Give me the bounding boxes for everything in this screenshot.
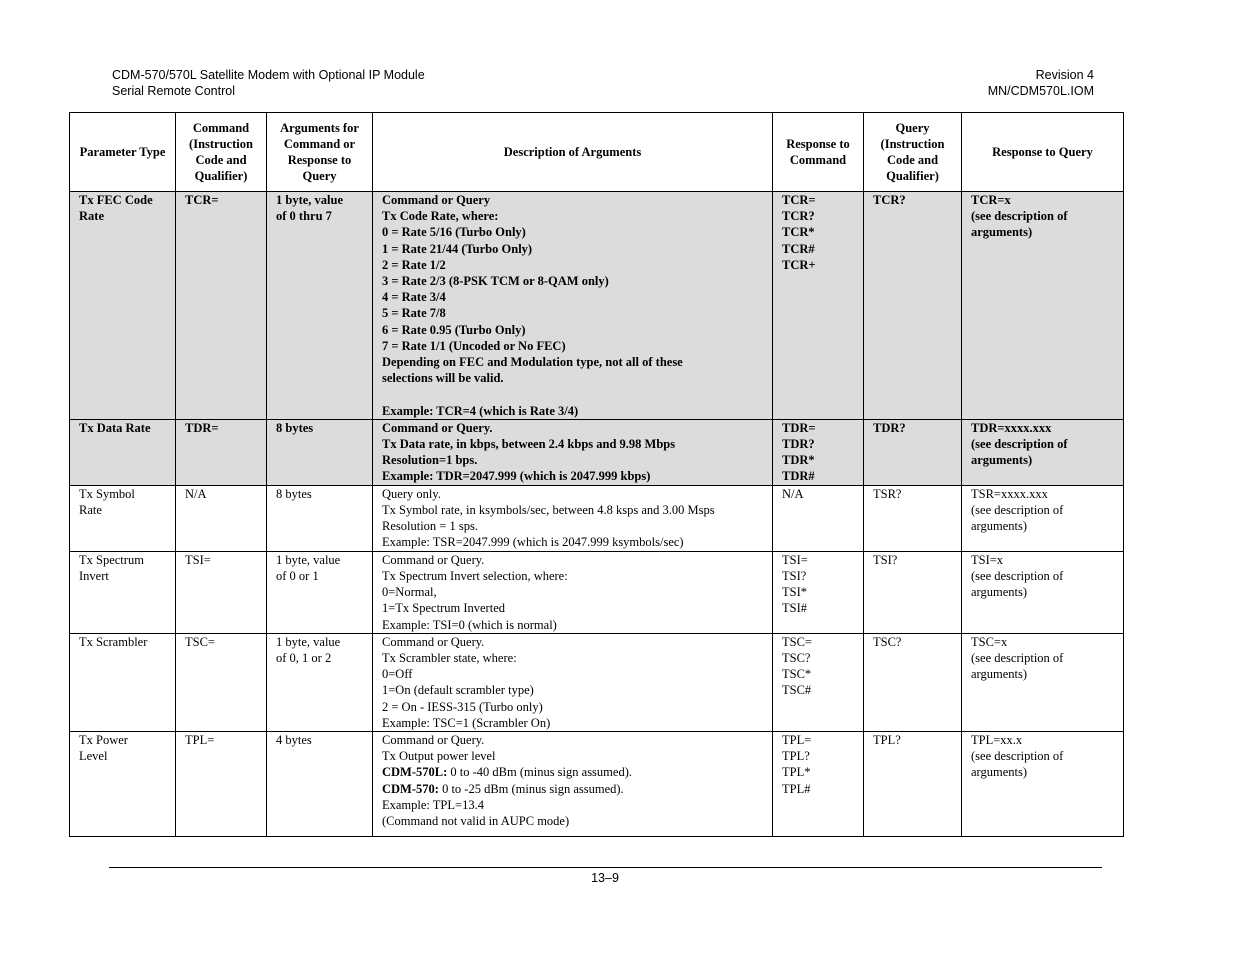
cell-description: Command or Query. Tx Data rate, in kbps, between 2.4 kbps and 9.98 Mbps Resolution=1 bps. Example: TDR=2047.999 (which is 2047.999 kbps): [373, 419, 773, 485]
cell-parameter-type: Tx Scrambler: [70, 633, 176, 731]
cell-response-to-command: TSC= TSC? TSC* TSC#: [773, 633, 864, 731]
cell-description: Command or Query Tx Code Rate, where: 0 = Rate 5/16 (Turbo Only) 1 = Rate 21/44 (Turbo Only) 2 = Rate 1/2 3 = Rate 2/3 (8-PSK TCM or 8-QAM only) 4 = Rate 3/4 5 = Rate 7/8 6 = Rate 0.95 (Turbo Only) 7 = Rate 1/1 (Uncoded or No FEC) Depending on FEC and Modulation type, not all of these selections will be valid. Example: TCR=4 (which is Rate 3/4): [373, 192, 773, 420]
table-row-tx-scrambler: [70, 633, 1124, 731]
cell-query: TSC?: [864, 633, 962, 731]
section-title: Serial Remote Control: [112, 84, 235, 98]
cell-response-to-query: TPL=xx.x (see description of arguments): [962, 732, 1124, 837]
cell-response-to-command: TPL= TPL? TPL* TPL#: [773, 732, 864, 837]
cell-arguments: 1 byte, value of 0 or 1: [267, 551, 373, 633]
cell-arguments: 1 byte, value of 0 thru 7: [267, 192, 373, 420]
remote-control-table: [69, 112, 1124, 837]
cell-response-to-query: TCR=x (see description of arguments): [962, 192, 1124, 420]
column-header-arguments: Arguments for Command or Response to Query: [267, 113, 373, 192]
cell-response-to-command: TSI= TSI? TSI* TSI#: [773, 551, 864, 633]
cell-description: Command or Query. Tx Output power level CDM-570L: 0 to -40 dBm (minus sign assumed). CDM-570: 0 to -25 dBm (minus sign assumed). Example: TPL=13.4 (Command not valid in AUPC mode): [373, 732, 773, 837]
table-row-tx-fec-code-rate: [70, 192, 1124, 420]
column-header-response-to-query: Response to Query: [962, 113, 1124, 192]
cell-command: N/A: [176, 485, 267, 551]
cell-query: TSR?: [864, 485, 962, 551]
page-header-right: [988, 67, 1094, 99]
footer-divider: [109, 867, 1102, 868]
cell-parameter-type: Tx FEC Code Rate: [70, 192, 176, 420]
cell-description: Query only. Tx Symbol rate, in ksymbols/sec, between 4.8 ksps and 3.00 Msps Resolution = 1 sps. Example: TSR=2047.999 (which is 2047.999 ksymbols/sec): [373, 485, 773, 551]
page-header-left: [112, 67, 425, 99]
cell-command: TCR=: [176, 192, 267, 420]
cell-arguments: 8 bytes: [267, 485, 373, 551]
cell-query: TSI?: [864, 551, 962, 633]
table-row-tx-spectrum-invert: [70, 551, 1124, 633]
page-number: 13–9: [591, 871, 619, 885]
cdm570-power-range: CDM-570: 0 to -25 dBm (minus sign assumed).: [382, 781, 624, 796]
cell-command: TPL=: [176, 732, 267, 837]
document-number: MN/CDM570L.IOM: [987, 84, 1094, 98]
cell-query: TDR?: [864, 419, 962, 485]
table-header-row: [70, 113, 1124, 192]
cell-arguments: 8 bytes: [267, 419, 373, 485]
cell-parameter-type: Tx Symbol Rate: [70, 485, 176, 551]
cell-command: TSC=: [176, 633, 267, 731]
cell-description: Command or Query. Tx Spectrum Invert selection, where: 0=Normal, 1=Tx Spectrum Inverted Example: TSI=0 (which is normal): [373, 551, 773, 633]
cell-query: TCR?: [864, 192, 962, 420]
cell-arguments: 1 byte, value of 0, 1 or 2: [267, 633, 373, 731]
cell-command: TDR=: [176, 419, 267, 485]
cell-response-to-query: TDR=xxxx.xxx (see description of arguments): [962, 419, 1124, 485]
cell-response-to-command: N/A: [773, 485, 864, 551]
column-header-response-to-command: Response to Command: [773, 113, 864, 192]
column-header-command: Command (Instruction Code and Qualifier): [176, 113, 267, 192]
cell-response-to-query: TSC=x (see description of arguments): [962, 633, 1124, 731]
cell-response-to-query: TSI=x (see description of arguments): [962, 551, 1124, 633]
column-header-description: Description of Arguments: [373, 113, 773, 192]
cell-response-to-command: TCR= TCR? TCR* TCR# TCR+: [773, 192, 864, 420]
table-row-tx-power-level: [70, 732, 1124, 837]
cell-response-to-command: TDR= TDR? TDR* TDR#: [773, 419, 864, 485]
table-row-tx-symbol-rate: [70, 485, 1124, 551]
column-header-parameter-type: Parameter Type: [70, 113, 176, 192]
cell-command: TSI=: [176, 551, 267, 633]
revision-label: Revision 4: [1035, 68, 1094, 82]
document-title: CDM-570/570L Satellite Modem with Optional IP Module: [112, 68, 425, 82]
cell-response-to-query: TSR=xxxx.xxx (see description of arguments): [962, 485, 1124, 551]
cell-parameter-type: Tx Power Level: [70, 732, 176, 837]
cell-parameter-type: Tx Spectrum Invert: [70, 551, 176, 633]
cell-arguments: 4 bytes: [267, 732, 373, 837]
cell-query: TPL?: [864, 732, 962, 837]
table-row-tx-data-rate: [70, 419, 1124, 485]
cell-parameter-type: Tx Data Rate: [70, 419, 176, 485]
cdm570l-power-range: CDM-570L: 0 to -40 dBm (minus sign assumed).: [382, 765, 632, 780]
column-header-query: Query (Instruction Code and Qualifier): [864, 113, 962, 192]
cell-description: Command or Query. Tx Scrambler state, where: 0=Off 1=On (default scrambler type) 2 = On - IESS-315 (Turbo only) Example: TSC=1 (Scrambler On): [373, 633, 773, 731]
